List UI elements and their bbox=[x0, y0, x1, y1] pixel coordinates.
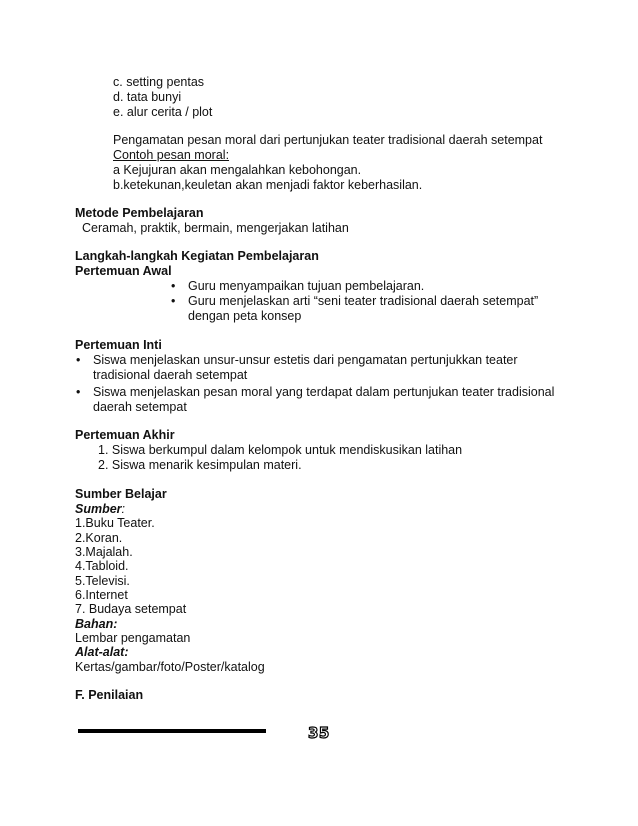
pertemuan-akhir-heading: Pertemuan Akhir bbox=[75, 428, 175, 442]
inti-item-2-cont: daerah setempat bbox=[93, 400, 187, 414]
sumber-item: 4.Tabloid. bbox=[75, 559, 129, 573]
awal-item-1: • Guru menyampaikan tujuan pembelajaran. bbox=[188, 279, 424, 294]
metode-heading: Metode Pembelajaran bbox=[75, 206, 204, 220]
list-item-e: e. alur cerita / plot bbox=[113, 105, 213, 119]
awal-item-2-cont: dengan peta konsep bbox=[188, 309, 302, 323]
akhir-item-1: 1. Siswa berkumpul dalam kelompok untuk mendiskusikan latihan bbox=[98, 443, 463, 457]
pertemuan-awal-heading: Pertemuan Awal bbox=[75, 264, 172, 278]
list-item-c: c. setting pentas bbox=[113, 75, 205, 89]
penilaian-heading: F. Penilaian bbox=[75, 688, 144, 702]
pertemuan-inti-heading: Pertemuan Inti bbox=[75, 338, 162, 352]
moral-example-heading: Contoh pesan moral: bbox=[113, 148, 230, 162]
alat-heading: Alat-alat: bbox=[75, 645, 129, 659]
list-item-d: d. tata bunyi bbox=[113, 90, 182, 104]
inti-item-2: • Siswa menjelaskan pesan moral yang terdapat dalam pertunjukan teater tradisional bbox=[93, 385, 554, 400]
akhir-item-2: 2. Siswa menarik kesimpulan materi. bbox=[98, 458, 302, 472]
awal-item-2: • Guru menjelaskan arti “seni teater tradisional daerah setempat” bbox=[188, 294, 538, 309]
moral-intro: Pengamatan pesan moral dari pertunjukan teater tradisional daerah setempat bbox=[113, 133, 543, 147]
bahan-text: Lembar pengamatan bbox=[75, 631, 191, 645]
sumber-item: 2.Koran. bbox=[75, 531, 123, 545]
bahan-heading: Bahan: bbox=[75, 617, 118, 631]
metode-text: Ceramah, praktik, bermain, mengerjakan latihan bbox=[82, 221, 349, 235]
inti-item-1-cont: tradisional daerah setempat bbox=[93, 368, 248, 382]
footer-rule bbox=[78, 729, 266, 733]
sumber-colon: : bbox=[121, 502, 126, 516]
sumber-item: 6.Internet bbox=[75, 588, 128, 602]
sumber-belajar-heading: Sumber Belajar bbox=[75, 487, 167, 501]
page-number: 35 bbox=[308, 724, 330, 742]
moral-example-b: b.ketekunan,keuletan akan menjadi faktor keberhasilan. bbox=[113, 178, 423, 192]
sumber-label: Sumber bbox=[75, 502, 122, 516]
sumber-sub-heading bbox=[75, 502, 125, 517]
alat-text: Kertas/gambar/foto/Poster/katalog bbox=[75, 660, 265, 674]
inti-item-1: • Siswa menjelaskan unsur-unsur estetis dari pengamatan pertunjukkan teater bbox=[93, 353, 518, 368]
sumber-item: 5.Televisi. bbox=[75, 574, 130, 588]
sumber-item: 3.Majalah. bbox=[75, 545, 133, 559]
sumber-item: 1.Buku Teater. bbox=[75, 516, 155, 530]
sumber-item: 7. Budaya setempat bbox=[75, 602, 187, 616]
moral-example-a: a Kejujuran akan mengalahkan kebohongan. bbox=[113, 163, 362, 177]
langkah-heading: Langkah-langkah Kegiatan Pembelajaran bbox=[75, 249, 319, 263]
